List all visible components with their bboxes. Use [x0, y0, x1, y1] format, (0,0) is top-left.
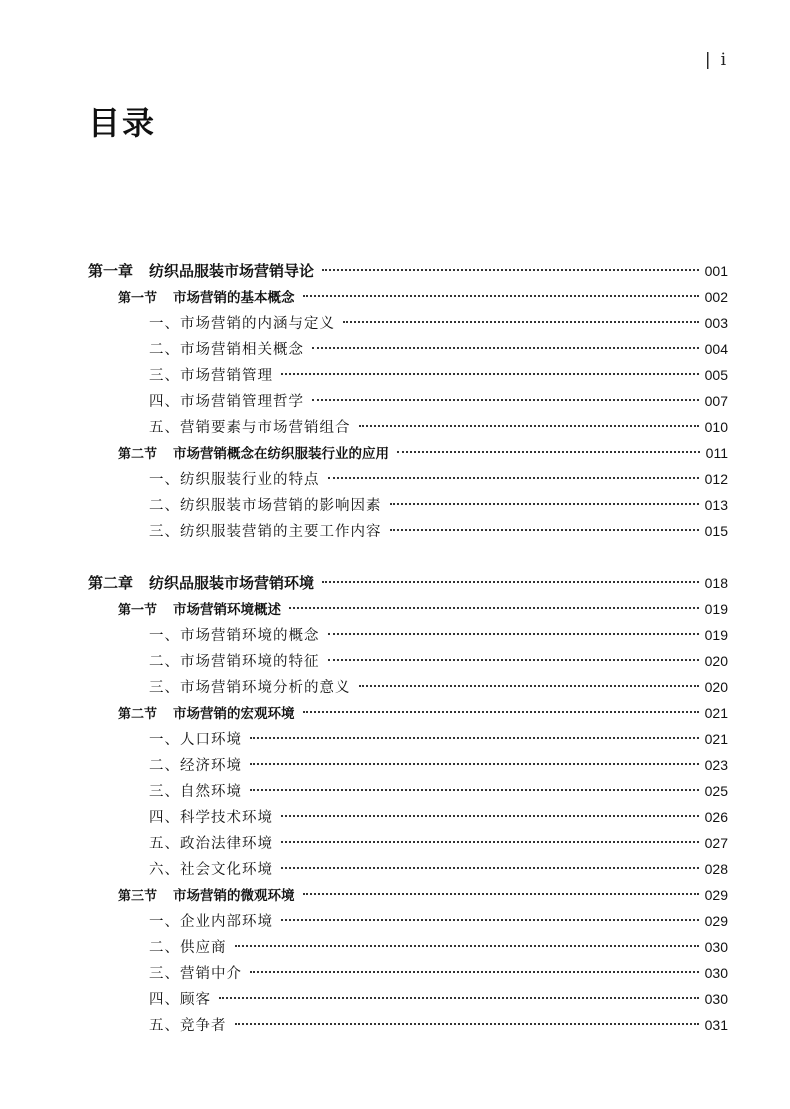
toc-item-row[interactable] — [88, 856, 728, 882]
toc-item-title: 三、市场营销管理 — [149, 368, 273, 384]
toc-item-title: 三、营销中介 — [149, 966, 242, 982]
toc-page-number: 029 — [704, 913, 728, 929]
toc-item-row[interactable] — [88, 518, 728, 544]
toc-chapter-title: 纺织品服装市场营销导论 — [149, 262, 315, 280]
toc-page-number: 015 — [704, 523, 728, 539]
toc-page-number: 020 — [704, 653, 728, 669]
toc-item-title: 一、人口环境 — [149, 732, 242, 748]
toc-leader-dots — [328, 633, 699, 635]
toc-item-title: 三、自然环境 — [149, 784, 242, 800]
toc-leader-dots — [322, 581, 699, 583]
toc-item-title: 五、政治法律环境 — [149, 836, 273, 852]
toc-item-row[interactable] — [88, 648, 728, 674]
toc-page-number: 030 — [704, 939, 728, 955]
toc-section-title: 市场营销概念在纺织服装行业的应用 — [173, 446, 390, 462]
toc-section-number: 第一节 — [118, 603, 158, 618]
toc-page-number: 013 — [704, 497, 728, 513]
toc-page-number: 021 — [704, 731, 728, 747]
page-number: i — [720, 50, 726, 70]
page-header — [705, 50, 726, 70]
toc-page-number: 025 — [704, 783, 728, 799]
toc-item-title: 二、供应商 — [149, 940, 227, 956]
toc-page-number: 030 — [704, 991, 728, 1007]
toc-item-row[interactable] — [88, 310, 728, 336]
toc-item-title: 三、市场营销环境分析的意义 — [149, 680, 351, 696]
toc-item-title: 二、经济环境 — [149, 758, 242, 774]
toc-leader-dots — [397, 451, 700, 453]
toc-section-number: 第一节 — [118, 291, 158, 306]
toc-item-row[interactable] — [88, 830, 728, 856]
toc-page-number: 018 — [704, 575, 728, 591]
toc-item-row[interactable] — [88, 414, 728, 440]
toc-chapter-row[interactable] — [88, 258, 728, 284]
toc-section-row[interactable] — [88, 882, 728, 908]
toc-leader-dots — [250, 789, 699, 791]
toc-page-number: 031 — [704, 1017, 728, 1033]
toc-item-row[interactable] — [88, 622, 728, 648]
toc-item-title: 一、纺织服装行业的特点 — [149, 472, 320, 488]
toc-leader-dots — [281, 919, 699, 921]
toc-section-number: 第二节 — [118, 447, 158, 462]
page-title: 目录 — [88, 104, 157, 142]
toc-page-number: 019 — [704, 601, 728, 617]
toc-item-row[interactable] — [88, 752, 728, 778]
toc-leader-dots — [312, 399, 699, 401]
toc-section-row[interactable] — [88, 284, 728, 310]
table-of-contents — [88, 258, 728, 1038]
toc-page-number: 003 — [704, 315, 728, 331]
toc-section-row[interactable] — [88, 700, 728, 726]
toc-page-number: 002 — [704, 289, 728, 305]
header-separator: | — [704, 50, 711, 70]
toc-item-title: 四、顾客 — [149, 992, 211, 1008]
toc-page-number: 005 — [704, 367, 728, 383]
toc-leader-dots — [343, 321, 699, 323]
toc-item-title: 二、市场营销相关概念 — [149, 342, 304, 358]
toc-item-row[interactable] — [88, 934, 728, 960]
toc-page-number: 026 — [704, 809, 728, 825]
toc-item-title: 五、营销要素与市场营销组合 — [149, 420, 351, 436]
toc-page-number: 007 — [704, 393, 728, 409]
toc-leader-dots — [328, 477, 699, 479]
toc-section-title: 市场营销的基本概念 — [173, 290, 295, 306]
toc-leader-dots — [359, 685, 699, 687]
toc-leader-dots — [235, 1023, 699, 1025]
toc-page-number: 030 — [704, 965, 728, 981]
toc-item-title: 二、纺织服装市场营销的影响因素 — [149, 498, 382, 514]
toc-item-title: 二、市场营销环境的特征 — [149, 654, 320, 670]
toc-section-row[interactable] — [88, 596, 728, 622]
toc-item-row[interactable] — [88, 492, 728, 518]
toc-page-number: 012 — [704, 471, 728, 487]
toc-page-number: 020 — [704, 679, 728, 695]
toc-item-title: 四、科学技术环境 — [149, 810, 273, 826]
toc-leader-dots — [281, 815, 699, 817]
toc-chapter-number: 第二章 — [88, 574, 134, 592]
toc-leader-dots — [390, 503, 699, 505]
toc-item-row[interactable] — [88, 960, 728, 986]
toc-leader-dots — [281, 841, 699, 843]
toc-page-number: 001 — [704, 263, 728, 279]
toc-item-title: 一、市场营销的内涵与定义 — [149, 316, 335, 332]
toc-item-row[interactable] — [88, 336, 728, 362]
toc-page-number: 027 — [704, 835, 728, 851]
toc-page-number: 021 — [704, 705, 728, 721]
toc-page-number: 029 — [704, 887, 728, 903]
toc-leader-dots — [219, 997, 699, 999]
toc-item-row[interactable] — [88, 804, 728, 830]
toc-item-title: 一、企业内部环境 — [149, 914, 273, 930]
toc-item-row[interactable] — [88, 674, 728, 700]
toc-item-row[interactable] — [88, 726, 728, 752]
toc-leader-dots — [328, 659, 699, 661]
toc-leader-dots — [250, 971, 699, 973]
toc-item-row[interactable] — [88, 466, 728, 492]
toc-item-title: 五、竞争者 — [149, 1018, 227, 1034]
toc-item-title: 四、市场营销管理哲学 — [149, 394, 304, 410]
toc-leader-dots — [250, 737, 699, 739]
toc-leader-dots — [289, 607, 699, 609]
toc-leader-dots — [235, 945, 699, 947]
toc-chapter-number: 第一章 — [88, 262, 134, 280]
toc-section-title: 市场营销的微观环境 — [173, 888, 295, 904]
toc-item-title: 一、市场营销环境的概念 — [149, 628, 320, 644]
toc-page-number: 010 — [704, 419, 728, 435]
toc-leader-dots — [281, 867, 699, 869]
toc-chapter-row[interactable] — [88, 570, 728, 596]
toc-leader-dots — [312, 347, 699, 349]
toc-item-title: 三、纺织服装营销的主要工作内容 — [149, 524, 382, 540]
toc-section-title: 市场营销环境概述 — [173, 602, 282, 618]
toc-leader-dots — [250, 763, 699, 765]
toc-page-number: 004 — [704, 341, 728, 357]
toc-page-number: 023 — [704, 757, 728, 773]
toc-section-number: 第二节 — [118, 707, 158, 722]
toc-item-row[interactable] — [88, 1012, 728, 1038]
toc-section-title: 市场营销的宏观环境 — [173, 706, 295, 722]
toc-section-row[interactable] — [88, 440, 728, 466]
toc-section-number: 第三节 — [118, 889, 158, 904]
toc-leader-dots — [281, 373, 699, 375]
toc-item-row[interactable] — [88, 362, 728, 388]
toc-item-row[interactable] — [88, 908, 728, 934]
toc-page-number: 019 — [704, 627, 728, 643]
toc-item-title: 六、社会文化环境 — [149, 862, 273, 878]
toc-leader-dots — [390, 529, 699, 531]
toc-chapter-title: 纺织品服装市场营销环境 — [149, 574, 315, 592]
toc-page-number: 028 — [704, 861, 728, 877]
toc-leader-dots — [322, 269, 699, 271]
toc-item-row[interactable] — [88, 778, 728, 804]
toc-item-row[interactable] — [88, 388, 728, 414]
toc-leader-dots — [303, 295, 699, 297]
toc-leader-dots — [359, 425, 699, 427]
toc-leader-dots — [303, 711, 699, 713]
toc-page-number: 011 — [705, 445, 728, 461]
toc-leader-dots — [303, 893, 699, 895]
toc-item-row[interactable] — [88, 986, 728, 1012]
